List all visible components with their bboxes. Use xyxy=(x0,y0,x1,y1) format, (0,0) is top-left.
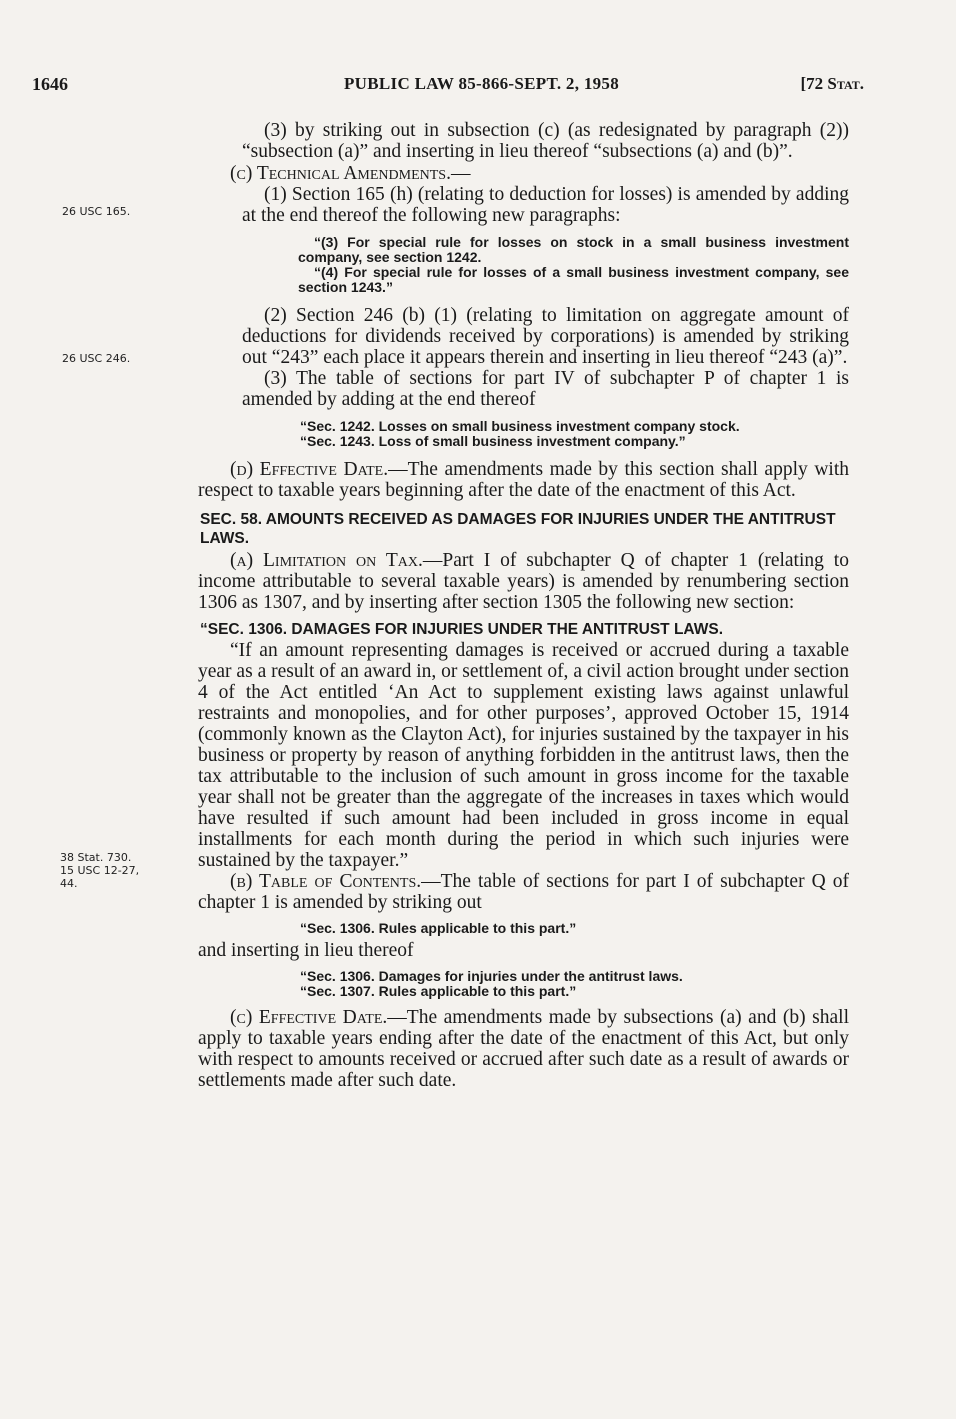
section-1306-heading: “SEC. 1306. DAMAGES FOR INJURIES UNDER THE ANTITRUST LAWS. xyxy=(200,621,724,638)
paragraph-d-effective-date xyxy=(198,459,849,501)
paragraph-c3: (3) by striking out in subsection (c) (as redesignated by paragraph (2)) “subsection (a)” and inserting in lieu thereof “subsections (a) and (b)”. xyxy=(242,120,849,162)
paragraph-inserting: and inserting in lieu thereof xyxy=(198,940,414,961)
paragraph-c1: (1) Section 165 (h) (relating to deduction for losses) is amended by adding at the end thereof the following new paragraphs: xyxy=(242,184,849,226)
margin-note-26usc246: 26 USC 246. xyxy=(62,352,131,365)
quoted-block-insert xyxy=(198,969,849,999)
section-58-heading: SEC. 58. AMOUNTS RECEIVED AS DAMAGES FOR INJURIES UNDER THE ANTITRUST LAWS. xyxy=(200,511,836,547)
main-text xyxy=(198,120,849,1091)
subsection-heading: (d) Effective Date. xyxy=(230,459,389,480)
paragraph-text: —The table of sections for part I of subchapter Q of chapter 1 is amended by striking out xyxy=(198,871,849,913)
running-title: PUBLIC LAW 85-866-SEPT. 2, 1958 xyxy=(344,74,620,93)
subsection-heading: (c) Technical Amendments.— xyxy=(230,163,471,184)
quoted-block-sections xyxy=(198,419,849,449)
heading-technical-amendments xyxy=(198,163,849,184)
paragraph-c-effective-date xyxy=(198,1007,849,1091)
quoted-section-1242: “Sec. 1242. Losses on small business investment company stock. xyxy=(300,418,740,434)
margin-note-clayton-act xyxy=(60,851,139,890)
quoted-paragraph-3: “(3) For special rule for losses on stock in a small business investment company, see section 1242. xyxy=(298,234,849,265)
paragraph-c2: (2) Section 246 (b) (1) (relating to limitation on aggregate amount of deductions for dividends received by corporations) is amended by striking out “243” each place it appears therein and inserting in lieu thereof “243 (a)”. xyxy=(242,305,849,368)
subsection-heading: (c) Effective Date. xyxy=(230,1007,388,1028)
quoted-section-1243: “Sec. 1243. Loss of small business investment company.” xyxy=(300,433,686,449)
margin-note-line: 44. xyxy=(60,877,78,890)
quoted-block-strike xyxy=(198,921,849,936)
page-number: 1646 xyxy=(32,74,68,94)
quoted-section-1306-new: “Sec. 1306. Damages for injuries under the antitrust laws. xyxy=(300,968,683,984)
quoted-block-paragraphs xyxy=(198,235,849,295)
paragraph-text: —Part I of subchapter Q of chapter 1 (relating to income attributable to several taxable years) is amended by renumbering section 1306 as 1307, and by inserting after section 1305 the following new section: xyxy=(198,550,849,613)
paragraph-text: —The amendments made by this section shall apply with respect to taxable years beginning after the date of the enactment of this Act. xyxy=(198,459,849,501)
margin-note-line: 38 Stat. 730. xyxy=(60,851,132,864)
paragraph-text: —The amendments made by subsections (a) and (b) shall apply to taxable years ending after the date of the enactment of this Act, but only with respect to amounts received or accrued after such date as a result of awards or settlements made after such date. xyxy=(198,1007,849,1091)
margin-note-26usc165: 26 USC 165. xyxy=(62,205,131,218)
paragraph-a-limitation xyxy=(198,550,849,613)
quoted-section-1307: “Sec. 1307. Rules applicable to this part.” xyxy=(300,983,577,999)
margin-note-line: 15 USC 12-27, xyxy=(60,864,140,877)
subsection-heading: (a) Limitation on Tax. xyxy=(230,550,423,571)
page-header xyxy=(32,74,864,98)
paragraph-b-table xyxy=(198,871,849,913)
subsection-heading: (b) Table of Contents. xyxy=(230,871,422,892)
quoted-section-1306-old: “Sec. 1306. Rules applicable to this part.” xyxy=(300,920,577,936)
paragraph-1306-text: “If an amount representing damages is received or accrued during a taxable year as a result of an award in, or settlement of, a civil action brought under section 4 of the Act entitled ‘An Act to supplement existing laws against unlawful restraints and monopolies, and for other purposes’, approved October 15, 1914 (commonly known as the Clayton Act), for injuries sustained by the taxpayer in his business or property by reason of anything forbidden in the antitrust laws, then the tax attributable to the inclusion of such amount in gross income for the taxable year shall not be greater than the aggregate of the increases in taxes which would have resulted if such amount had been included in gross income in equal installments for each month during the period in which such injuries were sustained by the taxpayer.” xyxy=(198,640,849,871)
quoted-paragraph-4: “(4) For special rule for losses of a small business investment company, see section 1243.” xyxy=(298,264,849,295)
paragraph-c3-table: (3) The table of sections for part IV of subchapter P of chapter 1 is amended by adding at the end thereof xyxy=(242,368,849,410)
statute-reference: [72 Stat. xyxy=(800,74,864,93)
